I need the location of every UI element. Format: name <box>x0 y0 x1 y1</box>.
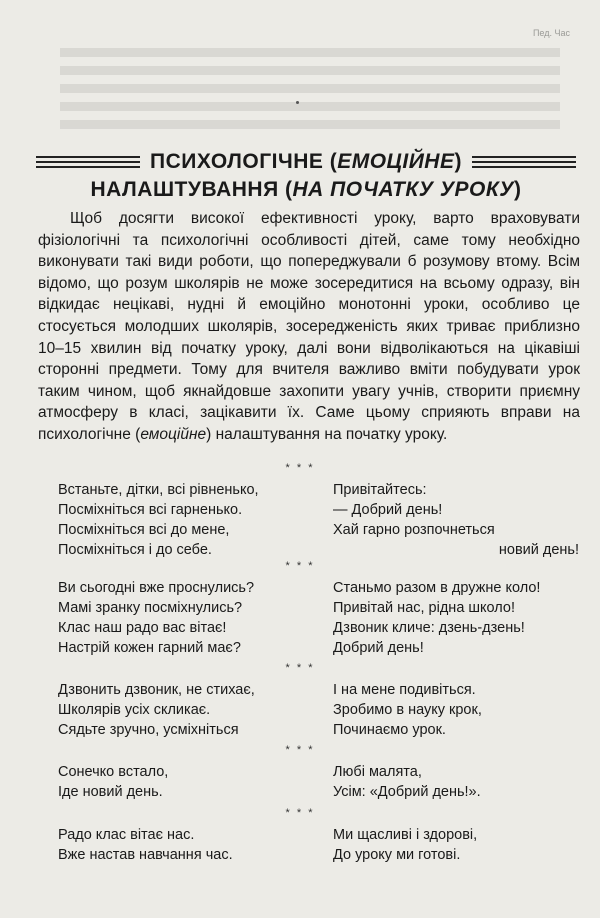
verse-line: Зробимо в науку крок, <box>333 702 482 718</box>
verse-line: — Добрий день! <box>333 502 443 518</box>
stanza-1-left <box>58 480 259 560</box>
verse-line: Радо клас вітає нас. <box>58 827 195 843</box>
stanza-2-right <box>333 578 540 658</box>
verse-line: І на мене подивіться. <box>333 682 476 698</box>
verse-line: Клас наш радо вас вітає! <box>58 620 227 636</box>
verse-line: Встаньте, дітки, всі рівненько, <box>58 482 259 498</box>
verse-line: Привітай нас, рідна школо! <box>333 600 516 616</box>
verse-line: Привітайтесь: <box>333 482 427 498</box>
verse-line: Посміхніться і до себе. <box>58 542 212 558</box>
section-title <box>36 148 576 204</box>
verse-line: Мамі зранку посміхнулись? <box>58 600 243 616</box>
title-line2-suffix: ) <box>514 178 522 201</box>
verse-line: Хай гарно розпочнеться <box>333 522 495 538</box>
stanza-separator: * * * <box>285 744 315 756</box>
stanza-separator: * * * <box>285 560 315 572</box>
stanza-2-left <box>58 578 254 658</box>
title-decor-right <box>472 156 576 168</box>
verse-line: новий день! <box>498 542 579 558</box>
running-head: Пед. Час <box>532 28 570 38</box>
verse-line: Ви сьогодні вже проснулись? <box>58 580 255 596</box>
verse-line: Школярів усіх скликає. <box>58 702 211 718</box>
verse-line: Дзвоник кличе: дзень-дзень! <box>333 620 525 636</box>
ink-dot <box>296 101 299 104</box>
verse-line: Посміхніться всі гарненько. <box>58 502 243 518</box>
stanza-3-right <box>333 680 482 740</box>
bleed-through-text <box>60 48 560 148</box>
stanza-3-left <box>58 680 255 740</box>
stanza-separator: * * * <box>285 807 315 819</box>
stanza-5-left <box>58 825 233 865</box>
title-decor-left <box>36 156 140 168</box>
title-line1-italic: ЕМОЦІЙНЕ <box>337 150 455 173</box>
verse-line: Усім: «Добрий день!». <box>333 784 481 800</box>
stanza-separator: * * * <box>285 662 315 674</box>
verse-line: Іде новий день. <box>58 784 163 800</box>
verse-line: Добрий день! <box>333 640 424 656</box>
title-line2-prefix: НАЛАШТУВАННЯ ( <box>90 178 293 201</box>
body-part1: Щоб досягти високої ефективності уроку, варто враховувати фізіологічні та психологічні особливості дітей, саме тому необхідно виконувати такі види роботи, що попереджували б розумову втому. Всім відомо, що розум школярів не може зосередитися на всьому одразу, він відкидає нецікаві, нудні й емоційно монотонні уроки, особливо це стосується молодших школярів, зосередженість яких триває приблизно 10–15 хвилин від початку уроку, далі вони відволікаються на цікавіші сторонні предмети. Тому для вчителя важливо вміти побудувати урок таким чином, щоб якнайдовше захопити увагу учнів, створити приємну атмосферу в класі, зацікавити їх. Саме цьому сприяють вправи на психологічне ( <box>38 210 580 443</box>
title-line1-suffix: ) <box>454 150 462 173</box>
verse-line: Сядьте зручно, усміхніться <box>58 722 239 738</box>
body-italic: емоційне <box>140 425 207 443</box>
verse-line: Сонечко встало, <box>58 764 169 780</box>
verse-line: Станьмо разом в дружне коло! <box>333 580 541 596</box>
verse-line: Вже настав навчання час. <box>58 847 233 863</box>
title-line-2 <box>36 176 576 204</box>
verse-line: Починаємо урок. <box>333 722 446 738</box>
verse-line: Дзвонить дзвоник, не стихає, <box>58 682 255 698</box>
verse-line: Настрій кожен гарний має? <box>58 640 241 656</box>
verse-line: Любі малята, <box>333 764 422 780</box>
body-paragraph <box>38 208 580 446</box>
verse-line: Посміхніться всі до мене, <box>58 522 230 538</box>
title-line2-italic: НА ПОЧАТКУ УРОКУ <box>292 178 515 201</box>
verse-line: До уроку ми готові. <box>333 847 461 863</box>
stanza-separator: * * * <box>285 462 315 474</box>
stanza-1-right <box>333 480 579 560</box>
stanza-4-right <box>333 762 481 802</box>
title-line1-prefix: ПСИХОЛОГІЧНЕ ( <box>150 150 338 173</box>
body-part2: ) налаштування на початку уроку. <box>206 425 448 443</box>
stanza-5-right <box>333 825 477 865</box>
verse-line: Ми щасливі і здорові, <box>333 827 478 843</box>
stanza-4-left <box>58 762 168 802</box>
title-line-1 <box>36 148 576 176</box>
